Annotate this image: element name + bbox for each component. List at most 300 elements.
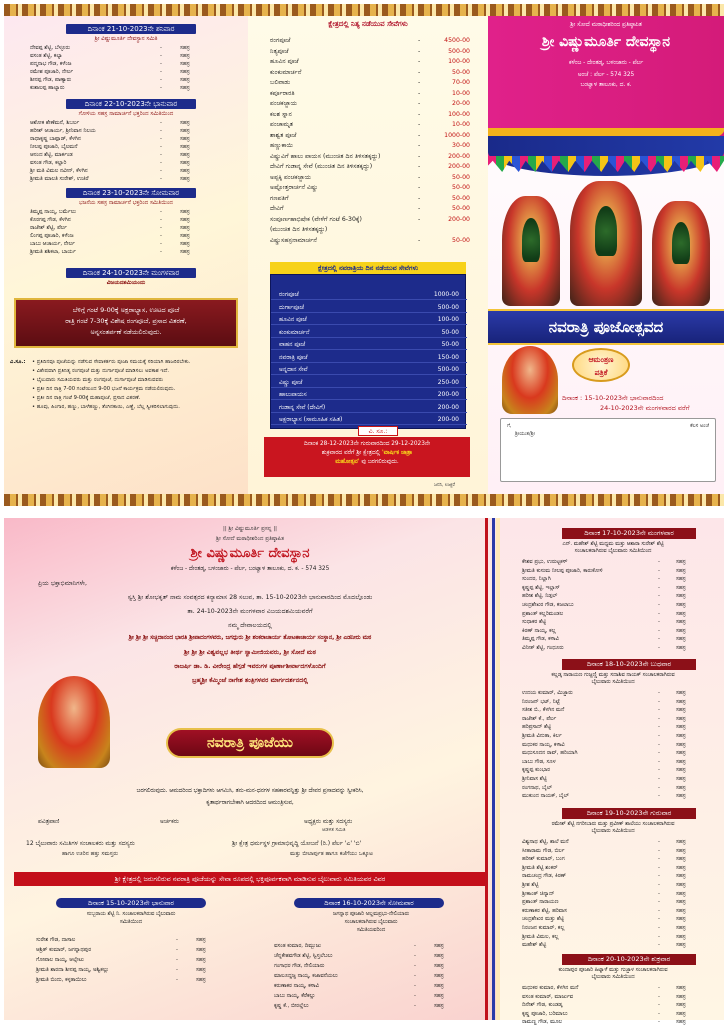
navaratri-service-row — [271, 364, 467, 375]
list-item-amount: ಸಹಸ್ರ — [196, 977, 206, 983]
list-item-amount: ಸಹಸ್ರ — [676, 925, 686, 931]
navaratri-service-price: 50-00 — [441, 341, 459, 348]
list-item-name: ನೀಲಪ್ಪ ಪೂಜಾರಿ, ಬೈಲಮನೆ — [30, 144, 78, 150]
list-item-dash: - — [658, 847, 660, 854]
service-price: 50-00 — [452, 184, 470, 191]
list-item-name: ಹರೀಶ್ ಆಚಾರ್ಯ, ಶ್ರೀನಿವಾಸ ನಿಲಯ — [30, 128, 96, 134]
list-item-dash: - — [658, 602, 660, 608]
note-item: • ಪ್ರತೀ ದಿನ ರಾತ್ರಿ 7-00 ಗಂಟೆಯಿಂದ 9-00 ಭಜನೆ ಕಾರ್ಯಕ್ರಮ ನಡೆಯಲಿರುವುದು. — [32, 386, 176, 392]
list-item-dash: - — [160, 152, 162, 158]
ornate-line-2: ರಾತ್ರಿ ಗಂಟೆ 7-30ಕ್ಕೆ ವಿಶೇಷ ರಂಗಪೂಜೆ, ಪ್ರಸಾದ ವಿತರಣೆ, — [65, 317, 187, 325]
section-sub-16c: ಸಮಿತಿಯವರಿಂದ — [356, 927, 386, 933]
list-item-name: ಕೃಷ್ಣಪ್ಪ ಕುಂಭಾರ — [522, 767, 551, 774]
list-item — [30, 61, 230, 68]
printer-credit: ಜನನಿ, ಉಜ್ಜಿರೆ — [434, 483, 455, 488]
para-3: ನಮ್ಮ ದೇವಾಲಯದಲ್ಲಿ — [228, 622, 272, 629]
navaratri-service-price: 200-00 — [437, 403, 459, 411]
list-item-amount: ಸಹಸ್ರ — [676, 793, 686, 800]
list-item-dash: - — [658, 733, 660, 739]
list-item-dash: - — [160, 241, 162, 247]
list-item-name: ಕೇಶವ ಪ್ರಭು, ಉರುಟ್ಟಕಳ್ — [522, 559, 568, 565]
list-item-dash: - — [160, 209, 162, 215]
list-item-name: ಶ್ರೀಮತಿ ಶೆಟ್ಟಿ ಶಂಕರ್ — [522, 864, 558, 871]
list-item-name: ಮಧುಕರ ಕುಮಾರ, ಕೆಳಗಿನ ಮನೆ — [522, 985, 579, 991]
navaratri-service-name: ಅನ್ನದಾನ ಸೇವೆ — [279, 366, 308, 373]
list-item-name: ಚಂದ್ರಶೇಖರ ಗೌಡ, ಕಜಲಾಬು — [522, 602, 574, 608]
postal-stamp-label: ಕೆಲಸ ಅಂಚೆ — [690, 423, 709, 429]
list-item-amount: ಸಹಸ್ರ — [180, 136, 190, 142]
list-item — [36, 936, 236, 944]
section-sub-right: ಬೈಲುವಾರು ಸಮಿತಿಯಿಂದ — [591, 974, 635, 980]
list-item-amount: ಸಹಸ್ರ — [676, 985, 686, 991]
service-price: 10-00 — [452, 89, 470, 97]
list-item-name: ವಿಶ್ವನಾಥ ಶೆಟ್ಟಿ, ಶಾಲೆ ಮನೆ — [522, 839, 569, 845]
list-item-amount: ಸಹಸ್ರ — [676, 584, 686, 591]
section-sub-right: ಎನ್. ಮಹೇಶ್ ಶೆಟ್ಟಿ ಮಧ್ಯಮ ಮತ್ತು ಆಶಾರಾ ಸುರೇಶ್ ಶೆಟ್ಟಿ — [562, 541, 664, 547]
list-item — [274, 942, 474, 950]
list-item-amount: ಸಹಸ್ರ — [676, 593, 686, 600]
list-item-name: ವಸಂತ ಗೌಡ, ಕಲ್ಲಾರಿ — [30, 160, 67, 166]
list-item-dash: - — [160, 160, 162, 166]
list-item — [522, 1018, 718, 1026]
list-item-dash: - — [160, 85, 162, 91]
list-item-amount: ಸಹಸ್ರ — [676, 715, 686, 722]
list-item-dash: - — [658, 567, 660, 574]
service-name: ಸಂಪೂರ್ಣಹಾಭಿಷೇಕ (ವೇಳೆಗೆ ಗಂಟೆ 6-30ಕ್ಕೆ) — [270, 215, 362, 223]
panel-schedule-left — [4, 16, 248, 494]
service-price: 10-00 — [452, 121, 470, 128]
patrike-word: ಪತ್ರಿಕೆ — [594, 368, 608, 377]
service-name: ಬಲಿವಾಡು — [270, 79, 291, 86]
note-line-2 — [268, 449, 466, 458]
service-name: (ಮುಂಚಿತ ದಿನ ತಿಳಿಸತಕ್ಕದ್ದು) — [270, 226, 328, 233]
list-item-amount: ಸಹಸ್ರ — [676, 784, 686, 791]
list-item-amount: ಸಹಸ್ರ — [676, 690, 686, 696]
section-header-15: ದಿನಾಂಕ 15-10-2023ನೇ ಭಾನುವಾರ — [56, 898, 206, 908]
list-item — [30, 45, 230, 52]
list-item-amount: ಸಹಸ್ರ — [676, 724, 686, 731]
list-item — [30, 217, 230, 224]
service-name: ಕಲಶ ಸ್ನಾನ — [270, 110, 292, 118]
section-sub-16b: ಸಂಚಾಲಕರಾಗಿರುವ ಬೈಲುವಾರು — [344, 919, 398, 925]
service-name: ವಿಷ್ಣುವಿಗೆ ಹಾಲು ಪಾಯಸ (ಮುಂಚಿತ ದಿನ ತಿಳಿಸತಕ್ಕದ್ದು) — [270, 152, 381, 160]
navaratri-service-name: ನವರಾತ್ರಿ ಪೂಜೆ — [279, 353, 308, 361]
list-item-name: ಮಧುಕರ ನಾಯ್ಕ, ಕಳಾವಿ — [522, 741, 565, 748]
list-item-name: ಶ್ರೀಮತಿ ಮಾಲತಿ ಸುರೇಶ್, ಉಜಿರೆ — [30, 176, 89, 182]
section-sub-right: ಬೈಲುವಾರು ಸಮಿತಿಯಿಂದ — [591, 679, 635, 685]
navaratri-service-price: 200-00 — [437, 391, 459, 398]
list-item — [30, 85, 230, 92]
notes-items — [32, 358, 240, 412]
navaratri-service-price: 1000-00 — [433, 291, 459, 298]
list-item-dash: - — [658, 636, 660, 643]
list-item — [522, 627, 718, 635]
list-item — [522, 784, 718, 792]
list-item-dash: - — [658, 690, 660, 696]
list-item-name: ಶ್ರೀಮತಿ ಕುಸುಮ ನೀಲಪ್ಪ ಪೂಜಾರಿ, ಕಾರುಕೋಳಿ — [522, 567, 603, 574]
list-item-dash: - — [658, 873, 660, 880]
list-item-dash: - — [160, 176, 162, 182]
service-row — [248, 183, 488, 193]
service-dash: - — [418, 37, 421, 44]
list-item-dash: - — [658, 610, 660, 617]
list-item — [522, 689, 718, 697]
list-item-amount: ಸಹಸ್ರ — [676, 864, 686, 871]
list-item-amount: ಸಹಸ್ರ — [180, 45, 190, 51]
note-line-3 — [268, 458, 466, 467]
navaratri-service-name: ವಿಷ್ಣು ಪೂಜೆ — [279, 378, 303, 386]
list-item-name: ಬಾಬು ಆಚಾರ್ಯ, ನೇರ್ಲ — [30, 241, 75, 247]
service-name: ಗಣಪತಿಗೆ — [270, 194, 289, 202]
list-item-amount: ಸಹಸ್ರ — [676, 627, 686, 634]
list-item-dash: - — [414, 993, 416, 999]
list-item-amount: ಸಹಸ್ರ — [196, 957, 206, 963]
service-row — [248, 89, 488, 99]
list-item-amount: ಸಹಸ್ರ — [434, 973, 444, 979]
list-item-name: ತಿಮ್ಮಪ್ಪ ಗೌಡ, ಕಳಾವಿ — [522, 636, 559, 643]
note-line-2a: ಶುಕ್ರವಾರದ ವರೆಗೆ ಶ್ರೀ ಕ್ಷೇತ್ರದಲ್ಲಿ — [321, 450, 381, 456]
list-item — [522, 741, 718, 749]
service-price: 500-00 — [448, 47, 470, 55]
list-item — [274, 972, 474, 980]
para-6: ರಾಜರ್ಷಿ ಡಾ. ಡಿ. ವೀರೇಂದ್ರ ಹೆಗ್ಗಡೆ ಇವರುಗಳ ಪೂರ್ಣಾಶೀರ್ವಾದಗಳೊಂದಿಗೆ — [174, 663, 326, 670]
service-price: 30-00 — [452, 142, 470, 149]
list-item — [522, 855, 718, 863]
navaratri-service-price: 500-00 — [437, 366, 459, 373]
list-item-name: ಬಾಬು ನಾಯ್ಕ, ಕೆರೆಕಲ್ಲು — [274, 993, 316, 999]
list-item-name: ಸುಧಾಕರ ಶೆಟ್ಟಿ — [522, 619, 547, 626]
note-line-3a: ಮಹೋತ್ಸವ' — [335, 459, 360, 465]
navaratri-service-row — [271, 414, 467, 425]
vijayadashami-ornate-box — [14, 298, 238, 348]
list-item — [274, 1002, 474, 1010]
list-item-dash: - — [414, 983, 416, 989]
list-item-dash: - — [160, 168, 162, 174]
list-item-amount: ಸಹಸ್ರ — [180, 128, 190, 134]
cover-address-1: ಕಳೆಂಜ - ದೇಂತಡ್ಕ, ಬಳಂಜಾರು - ಪೆರ್ಲ — [568, 60, 644, 66]
service-dash: - — [418, 58, 421, 65]
navaratri-service-name: ಅಕ್ಷರಾಭ್ಯಾಸ (ಸಾಮೂಹಿಕ ಸಹಿತ) — [279, 416, 343, 423]
section-sub-21: ಶ್ರೀ ವಿಷ್ಣುಮೂರ್ತಿ ದೇವಸ್ಥಾನ ಸಮಿತಿ — [94, 36, 158, 42]
list-item-dash: - — [160, 225, 162, 231]
list-item-name: ಗೋಪಾಲ ನಾಯ್ಕ, ಆಲ್ಸೇಟು — [36, 957, 84, 963]
cover-temple-title: ಶ್ರೀ ವಿಷ್ಣುಮೂರ್ತಿ ದೇವಸ್ಥಾನ — [541, 34, 671, 50]
service-price: 100-00 — [448, 58, 470, 65]
list-item-name: ರಾಮಣ್ಣ ಗೌಡ, ಮೂಲ — [522, 1019, 563, 1026]
list-item-dash: - — [414, 963, 416, 969]
service-row — [248, 57, 488, 67]
list-item-dash: - — [658, 584, 660, 591]
service-price: 50-00 — [452, 68, 470, 76]
list-item-amount: ಸಹಸ್ರ — [676, 619, 686, 626]
list-item-amount: ಸಹಸ್ರ — [676, 1002, 686, 1009]
list-item — [522, 872, 718, 880]
section-sub-15a: ಸುಬ್ಬರಾಯ ಶೆಟ್ಟಿ ನಿ. ಸಂಚಾಲಕರಾಗಿರುವ ಬೈಲುವಾರು — [86, 911, 176, 917]
service-name: ನಿತ್ಯಪೂಜೆ — [270, 47, 289, 55]
list-item — [274, 962, 474, 970]
service-name: ಶಾಶ್ವತ ಪೂಜೆ — [270, 131, 297, 139]
service-price: 100-00 — [448, 110, 470, 118]
cover-address-3: ಬಂಟ್ವಾಳ ತಾಲೂಕು, ದ. ಕ. — [580, 82, 632, 88]
para-8: ಜರಗಲಿರುವುದು. ಆಮದರಿಂದ ಭಕ್ತಾದಿಗಳು ಆಗಮಿಸಿ, ತನು-ಮನ-ಧನಗಳ ಸಹಕಾರವನ್ನಿತ್ತು ಶ್ರೀ ದೇವರ ಪ್ರಸಾದವನ್ನು ಸ್ವೀಕರಿಸಿ, — [136, 788, 364, 794]
list-item-amount: ಸಹಸ್ರ — [676, 993, 686, 1000]
list-item-name: ನಿರಂಜನ ಕುಮಾರ್, ಕಲ್ಲ — [522, 925, 565, 931]
list-item-dash: - — [658, 839, 660, 845]
list-item — [522, 601, 718, 609]
list-item-dash: - — [414, 1003, 416, 1009]
list-item-amount: ಸಹಸ್ರ — [676, 907, 686, 914]
list-item — [30, 77, 230, 84]
list-item-dash: - — [658, 698, 660, 705]
list-item-amount: ಸಹಸ್ರ — [180, 85, 190, 91]
list-item-dash: - — [160, 69, 162, 75]
note-title: ವಿ. ಸೂ.: — [358, 426, 398, 436]
para-1: ಸ್ವಸ್ತಿ ಶ್ರೀ ಶೋಭಕೃತ್ ನಾಮ ಸಂವತ್ಸರದ ಕನ್ಯಾಮಾಸ 28 ಸಲುವ, ತಾ. 15-10-2023ನೇ ಭಾನುವಾರದಿಂದ ಮೊದಲ್ಗೊಂಡು — [127, 594, 373, 601]
list-item-dash: - — [658, 1002, 660, 1009]
list-item-amount: ಸಹಸ್ರ — [676, 916, 686, 923]
list-item-amount: ಸಹಸ್ರ — [676, 942, 686, 949]
navaratri-service-price: 50-00 — [441, 328, 459, 336]
list-item-dash: - — [658, 907, 660, 914]
list-item-name: ಶ್ರೀ ಮತಿ ವಿಮಲ ನವೀನ್, ಕೆಳಗಿನ — [30, 168, 88, 174]
list-item — [522, 890, 718, 898]
section-sub-right: ಬೈಲುವಾರು ಸಮಿತಿಯಿಂದ — [591, 828, 635, 834]
committee-2b: ಮತ್ತು ಬೀಲಾರ್ಪುತ ಹಾಗೂ ಕಜೆಗೆಯು ಒಕ್ಕೂಟ — [290, 851, 373, 857]
section-sub-right: ಸಂಚಾಲಕರಾಗಿರುವ ಬೈಲುವಾರು ಸಮಿತಿಯಿಂದ — [574, 548, 652, 554]
service-row — [248, 194, 488, 204]
list-item-dash: - — [658, 619, 660, 626]
service-row — [248, 120, 488, 130]
navaratri-service-price: 150-00 — [437, 353, 459, 361]
list-item — [522, 584, 718, 592]
list-item — [522, 592, 718, 600]
durga-illustration-letter — [38, 676, 110, 768]
bottom-ornate-border — [4, 494, 724, 506]
list-item-dash: - — [658, 715, 660, 722]
list-item-dash: - — [160, 45, 162, 51]
navaratri-service-name: ರಂಗಪೂಜೆ — [279, 291, 299, 298]
list-item — [36, 966, 236, 974]
list-item-dash: - — [414, 943, 416, 949]
fold-line-blue — [492, 518, 495, 1020]
service-price: 70-00 — [452, 79, 470, 86]
list-item-name: ರಾಜೇಶ್ ಶೆಟ್ಟಿ, ಪೆರ್ಲ — [30, 225, 67, 231]
list-item-name: ಹರಿಪ್ರಸಾದ್ ಶೆಟ್ಟಿ — [522, 724, 552, 731]
list-item — [522, 618, 718, 626]
list-item — [30, 233, 230, 240]
navaratri-service-name: ದುರ್ಗಾಪೂಜೆ — [279, 303, 304, 311]
list-item — [30, 160, 230, 167]
list-item — [522, 706, 718, 714]
list-item-name: ಹರೀಶ್ ಕುಮಾರ್, ಬಂಗ — [522, 856, 565, 863]
list-item-dash: - — [176, 947, 178, 953]
list-item-amount: ಸಹಸ್ರ — [180, 168, 190, 174]
ornate-line-3: ಅನ್ನಸಂತರ್ಪಣೆ ನಡೆಯಲಿರುವುದು. — [90, 328, 162, 336]
list-item-dash: - — [658, 993, 660, 1000]
list-item — [522, 732, 718, 740]
service-price: 200-00 — [448, 152, 470, 160]
list-item-name: ಶ್ರೀಕಾಂತ್ ಚಿನ್ಯಾದ್ — [522, 890, 555, 897]
service-name: ರಂಗಪೂಜೆ — [270, 37, 291, 44]
list-item-name: ರಾಧಾಕೃಷ್ಣ ಬಾಪ್ಪಾಡ್, ಕೆಳಗಿನ — [30, 136, 81, 142]
list-item-name: ರಾಮಚಂದ್ರ ಗೌಡ, ಕಿರಣ್ — [522, 873, 566, 880]
list-item-amount: ಸಹಸ್ರ — [434, 953, 444, 959]
list-item-name: ಶ್ರೀಮತಿ ಬಿಂದು, ಕಳ್ಳತಾಯಿಲು — [36, 977, 87, 983]
list-item-dash: - — [160, 61, 162, 67]
list-item — [30, 241, 230, 248]
list-item-dash: - — [176, 967, 178, 973]
list-item-name: ಶ್ರೀನಿವಾಸ ಶೆಟ್ಟಿ — [522, 776, 547, 782]
signatory-1: ಪವಿತ್ರಪಾಣಿ — [38, 818, 60, 825]
list-item — [522, 915, 718, 923]
section-sub-15b: ಸಮಿತಿಯಿಂದ — [119, 919, 143, 925]
list-item — [522, 993, 718, 1001]
list-item-dash: - — [160, 53, 162, 59]
navaratri-service-row — [271, 339, 467, 350]
list-item-name: ರಮೇಶ ಪೂಜಾರಿ, ನೇರ್ಲ — [30, 69, 74, 75]
list-item-amount: ಸಹಸ್ರ — [676, 636, 686, 643]
list-item-amount: ಸಹಸ್ರ — [434, 963, 444, 969]
list-item — [522, 847, 718, 855]
list-item — [274, 992, 474, 1000]
service-dash: - — [418, 142, 421, 149]
list-item-amount: ಸಹಸ್ರ — [196, 937, 206, 943]
list-item-dash: - — [176, 957, 178, 963]
list-item-name: ಪ್ರಶಾಂತ್ ನಾರಾಯಣ — [522, 899, 559, 906]
note-line-1: ದಿನಾಂಕ 28-12-2023ನೇ ಗುರುವಾರದಿಂದ 29-12-2023ನೇ — [303, 441, 431, 447]
section-header-23: ದಿನಾಂಕ 23-10-2023ನೇ ಸೋಮವಾರ — [66, 188, 196, 198]
letter-address: ಕಳೆಂಜ - ದೇಂತಡ್ಕ, ಬಳಂಜಾರು - ಪೆರ್ಲ, ಬಂಟ್ವಾಳ ತಾಲೂಕು, ದ. ಕ. - 574 325 — [170, 566, 330, 572]
navaratri-service-name: ಹೂವಿನ ಪೂಜೆ — [279, 316, 307, 323]
list-item — [522, 1010, 718, 1018]
signatory-3: ಅಧ್ಯಕ್ಷರು ಮತ್ತು ಸದಸ್ಯರು — [304, 818, 353, 825]
invitation-letter-panel — [4, 518, 496, 1020]
list-item-dash: - — [658, 593, 660, 600]
list-item — [36, 946, 236, 954]
list-item-dash: - — [658, 750, 660, 757]
list-item-amount: ಸಹಸ್ರ — [180, 69, 190, 75]
section-header-right: ದಿನಾಂಕ 18-10-2023ನೇ ಬುಧವಾರ — [562, 659, 696, 670]
service-name: ಅಷ್ಟೋತ್ತರಾರ್ಚನೆ ವಿಷ್ಣು — [270, 184, 319, 191]
list-item-amount: ಸಹಸ್ರ — [676, 567, 686, 574]
note-item: • ಪ್ರತಿದಿನವೂ ಪೂಜೆಯನ್ನು ನಡೆಸುವ ಸೇವಾಕರ್ತರು ಪೂಜಾ ಸಮಯಕ್ಕೆ ಸರಿಯಾಗಿ ಹಾಜರಿರಬೇಕು. — [32, 359, 191, 365]
section-header-16: ದಿನಾಂಕ 16-10-2023ನೇ ಸೋಮವಾರ — [294, 898, 444, 908]
service-price: 50-00 — [452, 205, 470, 212]
list-item — [274, 952, 474, 960]
service-name: ಕರ್ಪೂರಾರತಿ — [270, 89, 295, 97]
list-item-amount: ಸಹಸ್ರ — [180, 176, 190, 182]
list-item-dash: - — [658, 784, 660, 791]
list-item — [522, 1001, 718, 1009]
service-dash: - — [418, 173, 421, 181]
list-item — [522, 558, 718, 566]
list-item — [522, 838, 718, 846]
list-item-name: ದೇವಪ್ಪ ಶೆಟ್ಟಿ, ಬೆಳ್ಳೂರು — [30, 45, 70, 51]
recipient-to: ಗೆ, — [507, 423, 512, 429]
list-item-amount: ಸಹಸ್ರ — [180, 225, 190, 231]
list-item-name: ಕಿರಣ್ ನಾಯ್ಕ, ಕಲ್ಲ — [522, 627, 556, 634]
note-item: • ವಿಶೇಷವಾಗಿ ಪ್ರತಿನಿತ್ಯ ರಂಗಪೂಜೆ ಮತ್ತು ದುರ್ಗಾಪೂಜೆ ಮಾಡಿಸಲು ಅವಕಾಶ ಇದೆ. — [32, 368, 169, 374]
list-item-amount: ಸಹಸ್ರ — [180, 209, 190, 215]
list-item-name: ಶ್ರೀಮತಿ ಶಾರದಾ ಶೀನಪ್ಪ ನಾಯ್ಕ, ಅಶ್ವಿಕಲ್ಲು — [36, 967, 109, 973]
note-item: • ಪ್ರತೀ ದಿನ ರಾತ್ರಿ ಗಂಟೆ 9-00ಕ್ಕೆ ಮಹಾಪೂಜೆ, ಪ್ರಸಾದ ವಿತರಣೆ. — [32, 395, 141, 401]
list-item-dash: - — [658, 559, 660, 565]
section-header-right: ದಿನಾಂಕ 19-10-2023ನೇ ಗುರುವಾರ — [562, 808, 696, 819]
list-item — [30, 53, 230, 60]
navaratri-service-row — [271, 314, 467, 325]
list-item-name: ಮುಕುಂದ ನಾಯಕ್, ಬೈಲ್ — [522, 793, 569, 800]
committee-1b: ಹಾಗೂ ಊರಿನ ಹತ್ತು ಸಮಸ್ತರು — [62, 851, 118, 857]
service-row — [248, 141, 488, 151]
list-item-amount: ಸಹಸ್ರ — [676, 873, 686, 880]
list-item — [30, 225, 230, 232]
list-item — [30, 249, 230, 256]
list-item — [522, 907, 718, 915]
list-item-amount: ಸಹಸ್ರ — [180, 53, 190, 59]
list-item-name: ಆಶ್ರಿತ್ ಕುಮಾರ್, ಜಗನ್ನಾಥಪುರ — [36, 947, 92, 953]
note-item: • ಹೂವು, ಹಿಂಗಾರ, ಹಣ್ಣು, ಬಾಳೆಹಣ್ಣು, ತೆಂಗಿನಕಾಯಿ, ಎಣ್ಣೆ, ಬೆಲ್ಲ ಸ್ವೀಕರಿಸಲಾಗುವುದು. — [32, 404, 180, 410]
section-sub-right: ಕಲ್ಲಡ್ಕ ನಾರಾಯಣ ಗುಜ್ಜಣ್ಣಿ ಮತ್ತು ಸದಾಶಿವ ನಾಯಕ್ ಸಂಚಾಲಕರಾಗಿರುವ — [551, 672, 675, 678]
jatra-note-box — [264, 437, 470, 477]
list-item-amount: ಸಹಸ್ರ — [676, 645, 686, 651]
signatory-3-sub: ಆಡಳಿತ ಸಮಿತಿ — [322, 827, 346, 833]
panel-services — [248, 16, 488, 494]
navaratri-service-name: ಕುಂಕುಮಾರ್ಚನೆ — [279, 328, 310, 336]
note-item: • ಭೈಲುವಾರು ಸಮಿತಿಯವರು ಮತ್ತು ರಂಗಪೂಜೆ, ದುರ್ಗಾಪೂಜೆ ಮಾಡಿಸುವವರು — [32, 377, 164, 383]
list-item — [36, 976, 236, 984]
list-item-dash: - — [658, 645, 660, 651]
list-item-dash: - — [414, 953, 416, 959]
service-price: 50-00 — [452, 236, 470, 244]
list-item — [30, 144, 230, 151]
service-name: ಹಣ್ಣುಕಾಯಿ — [270, 142, 294, 149]
list-item-name: ಮಧುಸೂದನ ರಾವ್, ಹರಿಯಾಗಿ — [522, 750, 578, 757]
list-item-name: ವಸಂತ ಕುಮಾರ, ದಿಮ್ಬುಜು — [274, 943, 322, 949]
list-item — [36, 956, 236, 964]
list-item-dash: - — [160, 217, 162, 223]
service-price: 200-00 — [448, 163, 470, 170]
service-dash: - — [418, 121, 421, 128]
list-item — [30, 209, 230, 216]
navaratri-service-name: ವಾಹನ ಪೂಜೆ — [279, 341, 306, 348]
section-header-right: ದಿನಾಂಕ 20-10-2023ನೇ ಶುಕ್ರವಾರ — [562, 954, 696, 965]
service-price: 50-00 — [452, 173, 470, 181]
list-item-name: ರಂಗನಾಥ, ಬೈಲ್ — [522, 784, 553, 791]
list-item-dash: - — [658, 1010, 660, 1017]
services-title: ಕ್ಷೇತ್ರದಲ್ಲಿ ನಿತ್ಯ ನಡೆಯುವ ಸೇವೆಗಳು — [328, 20, 408, 28]
list-item-amount: ಸಹಸ್ರ — [676, 698, 686, 705]
list-item-dash: - — [658, 856, 660, 863]
list-item-amount: ಸಹಸ್ರ — [180, 217, 190, 223]
list-item-amount: ಸಹಸ್ರ — [676, 750, 686, 757]
list-item-amount: ಸಹಸ್ರ — [180, 61, 190, 67]
service-dash: - — [418, 89, 421, 97]
navaratri-service-price: 200-00 — [437, 416, 459, 423]
navaratri-service-row — [271, 327, 467, 338]
list-item-amount: ಸಹಸ್ರ — [676, 890, 686, 897]
list-item — [522, 723, 718, 731]
blessing-line: || ಶ್ರೀ ವಿಷ್ಣುಮೂರ್ತಿ ಪ್ರಸನ್ನ || — [222, 526, 278, 532]
service-dash: - — [418, 194, 421, 202]
list-item-name: ಕೃಷ್ಣಪ್ಪ ಶೆಟ್ಟಿ, ಇಲ್ಲಾಸ್ — [522, 584, 560, 591]
list-item — [522, 610, 718, 618]
list-item-dash: - — [658, 767, 660, 774]
list-item — [522, 758, 718, 766]
para-5: ಶ್ರೀ ಶ್ರೀ ಶ್ರೀ ವಿಶ್ವವಲ್ಲಭ ತೀರ್ಥ ಸ್ವಾಮೀಜಿಯವರು, ಶ್ರೀ ಸೋದೆ ಮಠ — [184, 649, 316, 656]
list-item-amount: ಸಹಸ್ರ — [676, 602, 686, 608]
section-header-22: ದಿನಾಂಕ 22-10-2023ನೇ ಭಾನುವಾರ — [66, 99, 196, 109]
service-dash: - — [418, 68, 421, 76]
